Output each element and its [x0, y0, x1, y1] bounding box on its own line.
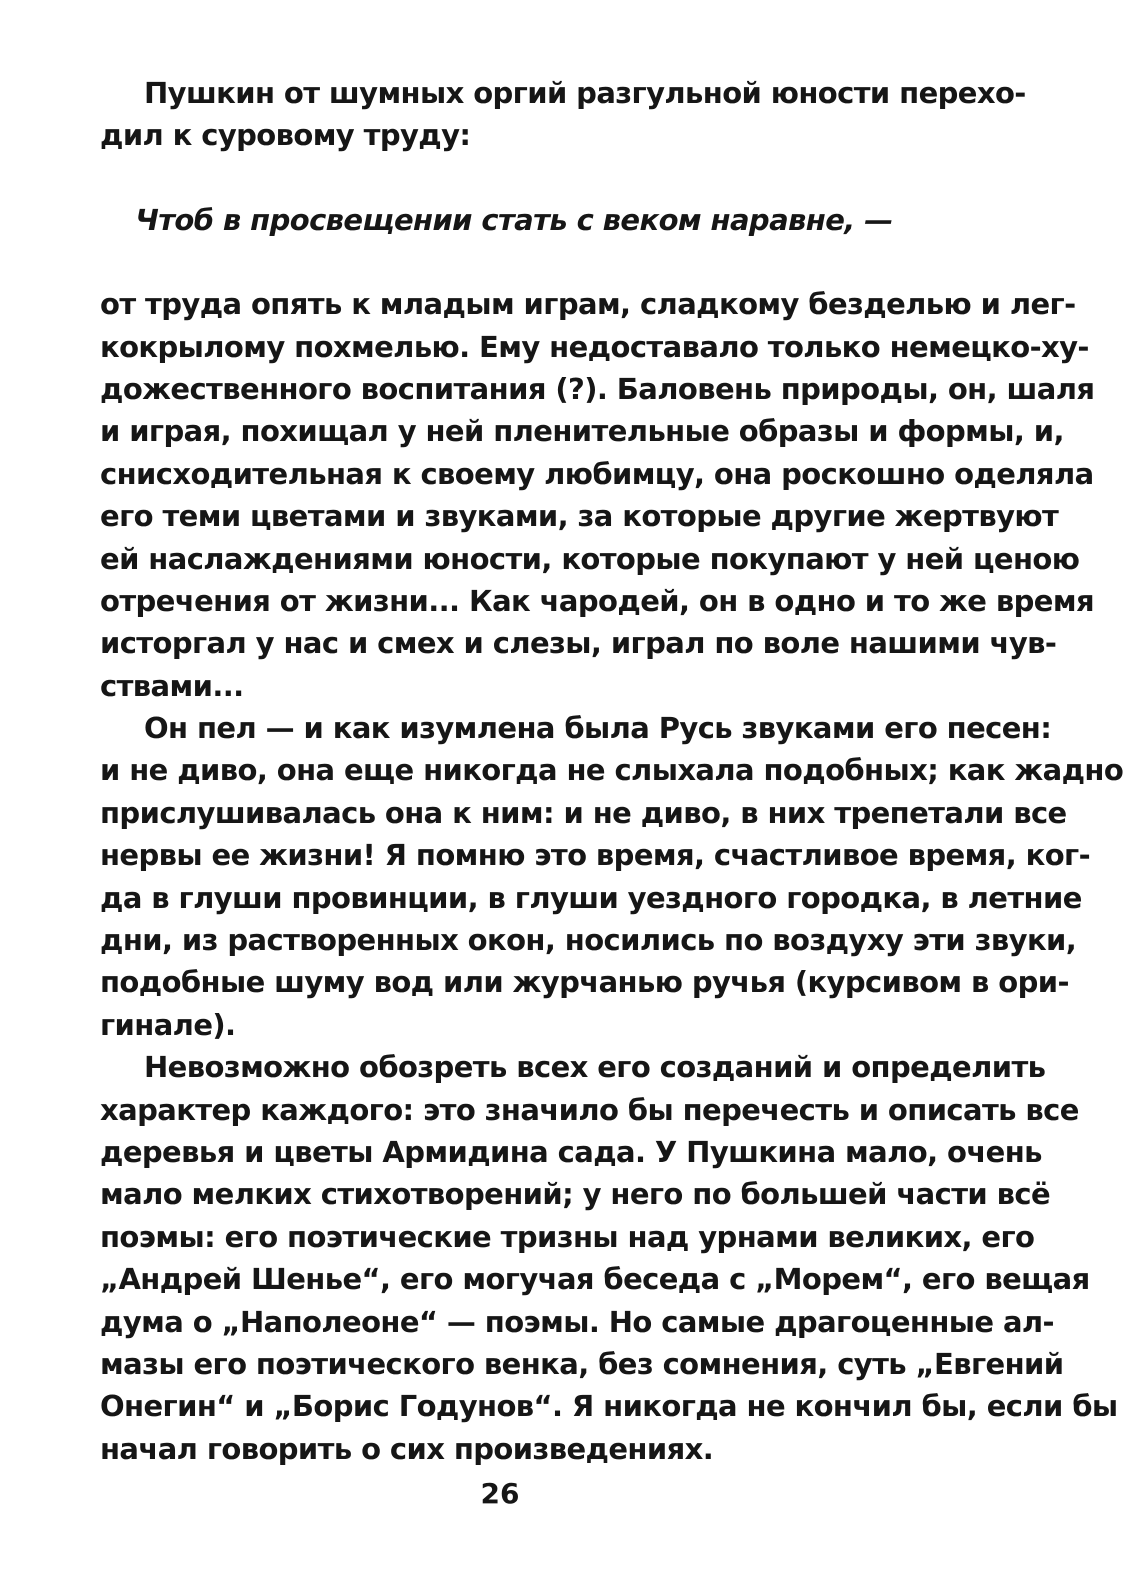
text-line: Онегин“ и „Борис Годунов“. Я никогда не кончил бы, если бы [100, 1389, 1118, 1424]
text-line: от труда опять к младым играм, сладкому безделью и лег- [100, 287, 1076, 322]
paragraph-1 [100, 72, 1026, 157]
paragraph-3 [100, 707, 1123, 1046]
text-line: Пушкин от шумных оргий разгульной юности перехо- [144, 76, 1026, 110]
text-line: исторгал у нас и смех и слезы, играл по воле нашими чув- [100, 626, 1057, 661]
text-line: ствами... [100, 668, 244, 703]
text-line: характер каждого: это значило бы перечесть и описать все [100, 1092, 1079, 1127]
text-line: и не диво, она еще никогда не слыхала подобных; как жадно [100, 753, 1123, 788]
verse-quote: Чтоб в просвещении стать с веком наравне, — [135, 202, 893, 237]
text-line: и играя, похищал у ней пленительные образы и формы, и, [100, 414, 1064, 449]
page-number: 26 [480, 1477, 520, 1510]
text-line: кокрылому похмелью. Ему недоставало только немецко-ху- [100, 329, 1089, 364]
paragraph-4 [100, 1046, 1118, 1470]
text-line: Невозможно обозреть всех его созданий и определить [144, 1050, 1046, 1085]
text-line: „Андрей Шенье“, его могучая беседа с „Морем“, его вещая [100, 1262, 1090, 1297]
paragraph-2 [100, 283, 1095, 707]
text-line: отречения от жизни... Как чародей, он в одно и то же время [100, 583, 1094, 618]
page-body [100, 72, 1123, 1470]
text-line: его теми цветами и звуками, за которые другие жертвуют [100, 499, 1059, 534]
text-line: подобные шуму вод или журчанью ручья (курсивом в ори- [100, 965, 1069, 1000]
text-line: ей наслаждениями юности, которые покупают у ней ценою [100, 541, 1080, 576]
text-line: мазы его поэтического венка, без сомнения, суть „Евгений [100, 1346, 1064, 1381]
text-line: дни, из растворенных окон, носились по воздуху эти звуки, [100, 923, 1077, 958]
text-line: гинале). [100, 1007, 236, 1042]
text-line: да в глуши провинции, в глуши уездного городка, в летние [100, 880, 1082, 915]
text-line: деревья и цветы Армидина сада. У Пушкина мало, очень [100, 1134, 1042, 1169]
text-line: дил к суровому труду: [100, 118, 471, 153]
text-line: дума о „Наполеоне“ — поэмы. Но самые драгоценные ал- [100, 1304, 1054, 1339]
text-line: поэмы: его поэтические тризны над урнами великих, его [100, 1219, 1035, 1254]
text-line: снисходительная к своему любимцу, она роскошно оделяла [100, 456, 1094, 491]
text-line: мало мелких стихотворений; у него по большей части всё [100, 1177, 1051, 1212]
text-line: дожественного воспитания (?). Баловень природы, он, шаля [100, 371, 1095, 406]
text-line: начал говорить о сих произведениях. [100, 1431, 714, 1466]
text-line: нервы ее жизни! Я помню это время, счастливое время, ког- [100, 838, 1091, 873]
text-line: прислушивалась она к ним: и не диво, в них трепетали все [100, 795, 1067, 830]
text-line: Он пел — и как изумлена была Русь звуками его песен: [144, 711, 1052, 746]
